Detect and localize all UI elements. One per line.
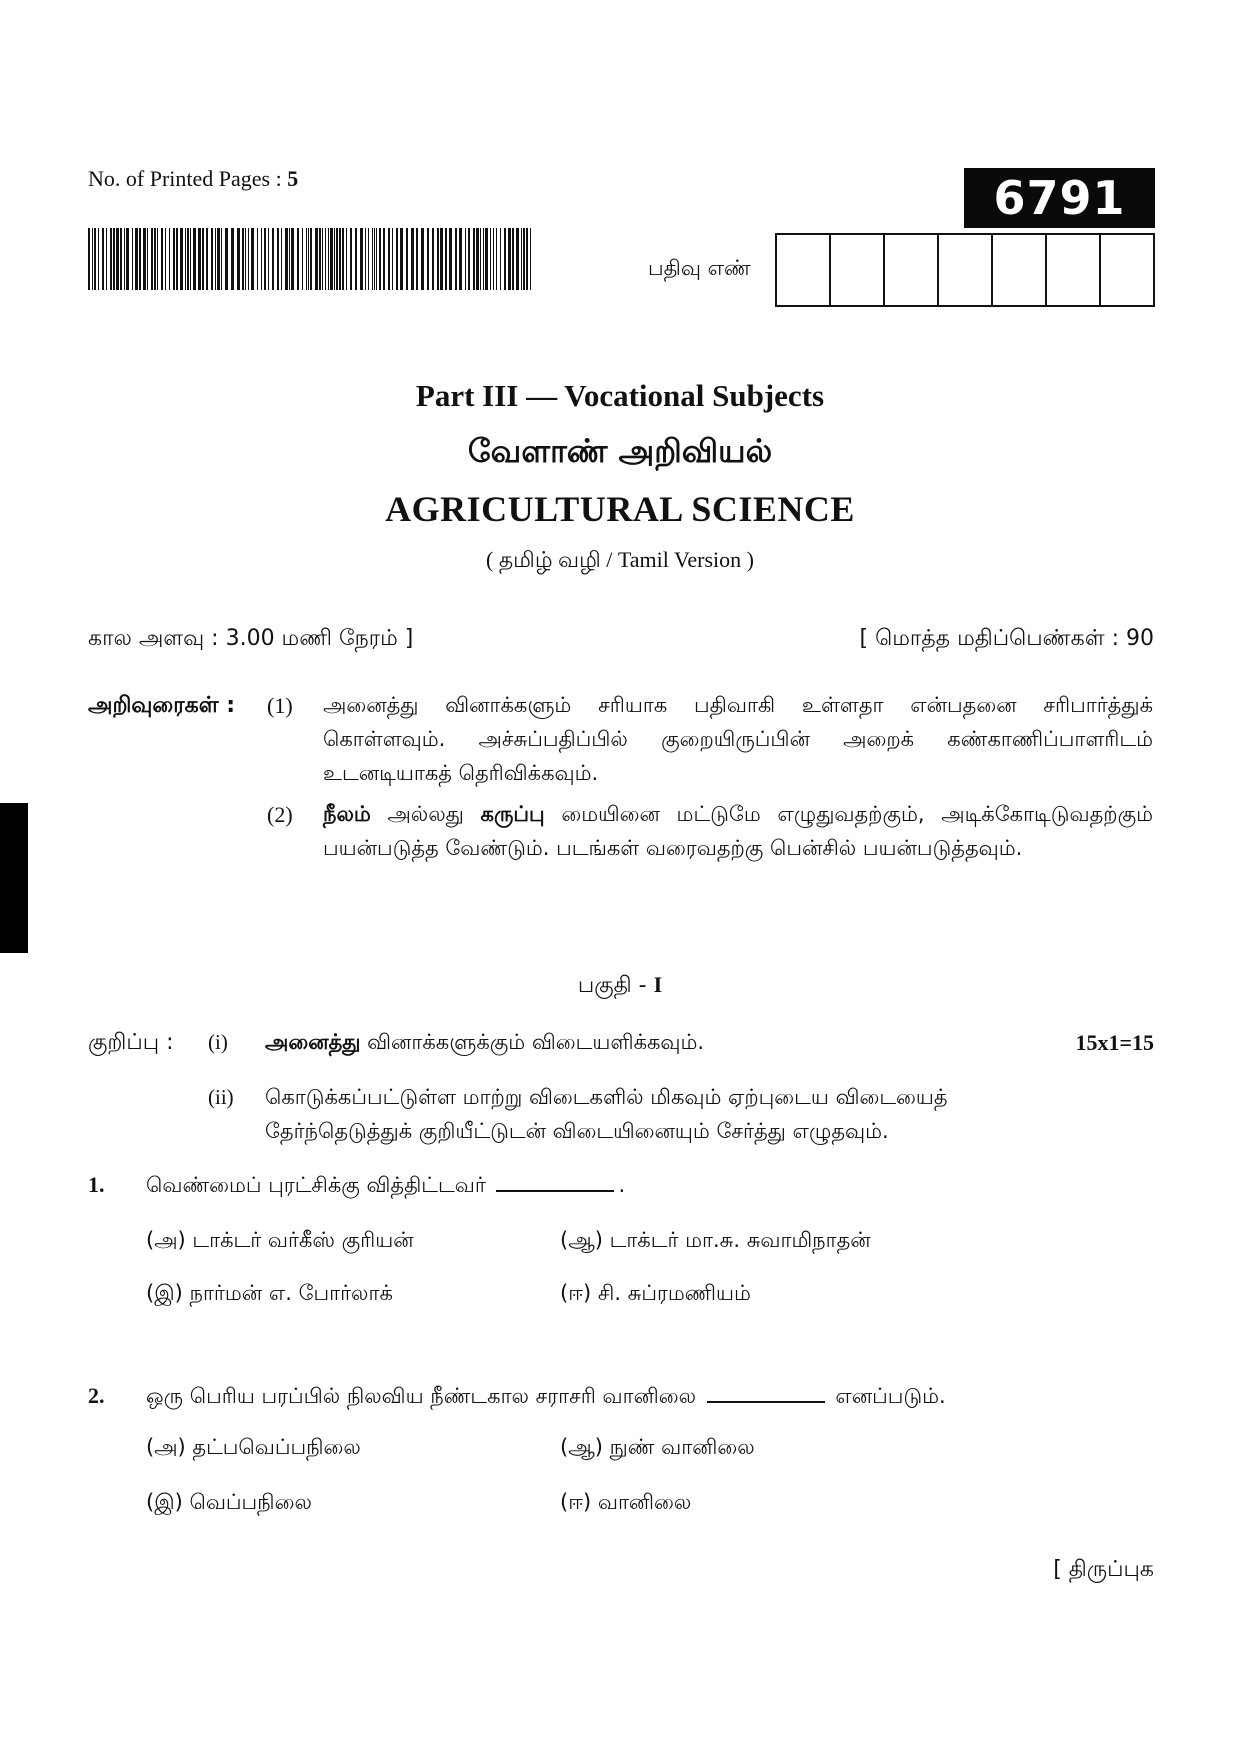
register-digit-box[interactable]	[777, 235, 831, 305]
barcode-bar	[264, 228, 266, 290]
barcode-bar	[198, 228, 201, 290]
barcode-bar	[374, 228, 375, 290]
barcode-icon	[88, 228, 531, 290]
barcode-bar	[88, 228, 90, 290]
barcode-bar	[465, 228, 466, 290]
note-text-part: வினாக்களுக்கும் விடையளிக்கவும்.	[360, 1030, 705, 1054]
barcode-bar	[102, 228, 104, 290]
total-marks: [ மொத்த மதிப்பெண்கள் : 90	[859, 626, 1154, 651]
question-number: 2.	[88, 1383, 105, 1408]
option: (ஈ) சி. சுப்ரமணியம்	[560, 1281, 751, 1305]
barcode-bar	[325, 228, 326, 290]
barcode-bar	[176, 228, 178, 290]
barcode-bar	[350, 228, 352, 290]
question-text-part: ஒரு பெரிய பரப்பில் நிலவிய நீண்டகால சராசரி வானிலை	[146, 1384, 703, 1408]
barcode-bar	[473, 228, 475, 290]
barcode-bar	[281, 228, 282, 290]
barcode-bar	[365, 228, 366, 290]
barcode-bar	[523, 228, 525, 290]
part-title: Part III — Vocational Subjects	[415, 378, 825, 413]
barcode-bar	[190, 228, 191, 290]
barcode-bar	[251, 228, 254, 290]
barcode-bar	[302, 228, 303, 290]
barcode-bar	[120, 228, 122, 290]
barcode-bar	[508, 228, 511, 290]
barcode-bar	[225, 228, 228, 290]
paper-code: 6791	[964, 168, 1155, 228]
barcode-bar	[116, 228, 119, 290]
barcode-bar	[342, 228, 344, 290]
barcode-bar	[388, 228, 390, 290]
barcode-bar	[202, 228, 204, 290]
instructions-label-text: அறிவுரைகள் :	[88, 693, 235, 718]
instruction-text-part: மையினை மட்டுமே எழுதுவதற்கும், அடிக்கோடிடுவதற்கும் பயன்படுத்த வேண்டும். படங்கள் வரைவதற்கு பென்சில் பயன்படுத்தவும்.	[323, 802, 1154, 860]
barcode-bar	[151, 228, 153, 290]
barcode-bar	[285, 228, 288, 290]
barcode-bar	[180, 228, 183, 290]
barcode-bar	[379, 228, 381, 290]
barcode-bar	[289, 228, 290, 290]
answer-blank	[496, 1172, 614, 1192]
barcode-bar	[376, 228, 377, 290]
option: (இ) நார்மன் எ. போர்லாக்	[146, 1281, 393, 1305]
ink-color-black: கருப்பு	[480, 802, 545, 826]
barcode-bar	[368, 228, 369, 290]
question-number: 1.	[88, 1172, 105, 1197]
barcode-bar	[169, 228, 170, 290]
barcode-bar	[147, 228, 148, 290]
barcode-bar	[416, 228, 418, 290]
barcode-bar	[245, 228, 246, 290]
printed-pages-line	[88, 166, 298, 192]
barcode-bar	[346, 228, 347, 290]
answer-blank	[707, 1383, 825, 1403]
register-digit-box[interactable]	[1101, 235, 1153, 305]
register-number-boxes[interactable]	[775, 233, 1155, 307]
note-emphasis: அனைத்து	[265, 1030, 361, 1054]
option: (ஈ) வானிலை	[560, 1490, 692, 1514]
barcode-bar	[330, 228, 333, 290]
barcode-bar	[126, 228, 129, 290]
barcode-bar	[319, 228, 321, 290]
barcode-bar	[530, 228, 531, 290]
barcode-bar	[94, 228, 96, 290]
barcode-bar	[516, 228, 519, 290]
question-text-part: வெண்மைப் புரட்சிக்கு வித்திட்டவர்	[146, 1173, 493, 1197]
barcode-bar	[139, 228, 141, 290]
question-text	[146, 1383, 946, 1411]
option: (இ) வெப்பநிலை	[146, 1490, 312, 1514]
barcode-bar	[257, 228, 258, 290]
barcode-bar	[445, 228, 447, 290]
register-digit-box[interactable]	[1047, 235, 1101, 305]
barcode-bar	[297, 228, 299, 290]
barcode-bar	[504, 228, 506, 290]
time-allowed: கால அளவு : 3.00 மணி நேரம் ]	[88, 626, 414, 651]
barcode-bar	[211, 228, 213, 290]
barcode-bar	[98, 228, 99, 290]
barcode-bar	[110, 228, 112, 290]
barcode-bar	[400, 228, 403, 290]
barcode-bar	[221, 228, 222, 290]
barcode-bar	[154, 228, 156, 290]
barcode-bar	[480, 228, 481, 290]
barcode-bar	[185, 228, 186, 290]
barcode-bar	[328, 228, 329, 290]
register-digit-box[interactable]	[885, 235, 939, 305]
barcode-bar	[437, 228, 439, 290]
barcode-bar	[468, 228, 470, 290]
barcode-bar	[372, 228, 373, 290]
barcode-bar	[187, 228, 189, 290]
register-digit-box[interactable]	[939, 235, 993, 305]
barcode-bar	[124, 228, 125, 290]
barcode-bar	[483, 228, 484, 290]
option: (ஆ) டாக்டர் மா.சு. சுவாமிநாதன்	[560, 1228, 871, 1252]
note-text	[265, 1030, 704, 1057]
barcode-bar	[411, 228, 414, 290]
instruction-text: அனைத்து வினாக்களும் சரியாக பதிவாகி உள்ளதா என்பதனை சரிபார்த்துக் கொள்ளவும். அச்சுப்பதிப்பில் குறையிருப்பின் அறைக் கண்காணிப்பாளரிடம் உடனடியாகத் தெரிவிக்கவும்.	[323, 693, 1153, 785]
barcode-bar	[500, 228, 501, 290]
barcode-bar	[315, 228, 318, 290]
instruction-number: (2)	[267, 802, 293, 827]
barcode-bar	[161, 228, 163, 290]
question-text-part: .	[618, 1173, 626, 1197]
barcode-bar	[193, 228, 196, 290]
barcode-bar	[248, 228, 249, 290]
barcode-bar	[206, 228, 208, 290]
barcode-bar	[165, 228, 166, 290]
section-title	[0, 972, 1240, 1001]
section-numeral: I	[653, 972, 663, 997]
version-line: ( தமிழ் வழி / Tamil Version )	[486, 547, 754, 572]
barcode-bar	[396, 228, 398, 290]
barcode-bar	[308, 228, 309, 290]
barcode-bar	[336, 228, 338, 290]
question-text	[146, 1172, 625, 1200]
printed-pages-value: 5	[287, 166, 299, 191]
barcode-bar	[106, 228, 107, 290]
barcode-bar	[406, 228, 408, 290]
option: (அ) தட்பவெப்பநிலை	[146, 1435, 361, 1459]
barcode-bar	[215, 228, 216, 290]
barcode-bar	[237, 228, 240, 290]
barcode-bar	[242, 228, 244, 290]
register-digit-box[interactable]	[831, 235, 885, 305]
barcode-bar	[306, 228, 307, 290]
barcode-bar	[432, 228, 434, 290]
instruction-text-part: அல்லது	[370, 802, 481, 826]
barcode-bar	[459, 228, 462, 290]
note-number: (i)	[208, 1030, 228, 1054]
option: (அ) டாக்டர் வர்கீஸ் குரியன்	[146, 1228, 414, 1252]
barcode-bar	[339, 228, 341, 290]
barcode-bar	[217, 228, 220, 290]
barcode-bar	[355, 228, 357, 290]
note-number: (ii)	[208, 1085, 234, 1109]
barcode-bar	[334, 228, 335, 290]
barcode-bar	[132, 228, 133, 290]
instructions-label	[88, 693, 235, 721]
edge-marker	[0, 803, 28, 953]
instruction-number: (1)	[267, 693, 293, 718]
english-subject-title: AGRICULTURAL SCIENCE	[385, 489, 855, 529]
barcode-bar	[92, 228, 93, 290]
barcode-bar	[310, 228, 312, 290]
barcode-bar	[261, 228, 262, 290]
barcode-bar	[231, 228, 234, 290]
instruction-text	[323, 797, 1153, 865]
turn-over-note: [ திருப்புக	[1053, 1557, 1154, 1582]
barcode-bar	[135, 228, 138, 290]
barcode-bar	[521, 228, 522, 290]
barcode-bar	[272, 228, 274, 290]
barcode-bar	[173, 228, 175, 290]
barcode-bar	[490, 228, 491, 290]
barcode-bar	[322, 228, 323, 290]
question-text-part: எனப்படும்.	[828, 1384, 946, 1408]
barcode-bar	[493, 228, 494, 290]
barcode-bar	[277, 228, 279, 290]
barcode-bar	[143, 228, 146, 290]
barcode-bar	[427, 228, 429, 290]
barcode-bar	[383, 228, 385, 290]
barcode-bar	[512, 228, 514, 290]
barcode-bar	[440, 228, 443, 290]
barcode-bar	[496, 228, 497, 290]
barcode-bar	[526, 228, 528, 290]
option: (ஆ) நுண் வானிலை	[560, 1435, 755, 1459]
barcode-bar	[291, 228, 294, 290]
barcode-bar	[476, 228, 479, 290]
barcode-bar	[449, 228, 452, 290]
note-text: கொடுக்கப்பட்டுள்ள மாற்று விடைகளில் மிகவும் ஏற்புடைய விடையைத் தேர்ந்தெடுத்துக் குறியீட்டுடன் விடையினையும் சேர்த்து எழுதவும்.	[265, 1085, 948, 1143]
section-prefix: பகுதி -	[577, 973, 654, 998]
section-marks: 15x1=15	[1075, 1030, 1154, 1055]
barcode-bar	[455, 228, 457, 290]
ink-color-blue: நீலம்	[323, 802, 371, 826]
register-number-label: பதிவு எண்	[648, 256, 751, 280]
barcode-bar	[113, 228, 115, 290]
register-digit-box[interactable]	[993, 235, 1047, 305]
barcode-bar	[157, 228, 158, 290]
barcode-bar	[360, 228, 363, 290]
printed-pages-label: No. of Printed Pages :	[88, 166, 288, 191]
barcode-bar	[485, 228, 488, 290]
note-label: குறிப்பு :	[88, 1030, 174, 1055]
tamil-subject-title: வேளாண் அறிவியல்	[467, 432, 773, 470]
barcode-bar	[268, 228, 269, 290]
barcode-bar	[421, 228, 424, 290]
barcode-bar	[392, 228, 393, 290]
